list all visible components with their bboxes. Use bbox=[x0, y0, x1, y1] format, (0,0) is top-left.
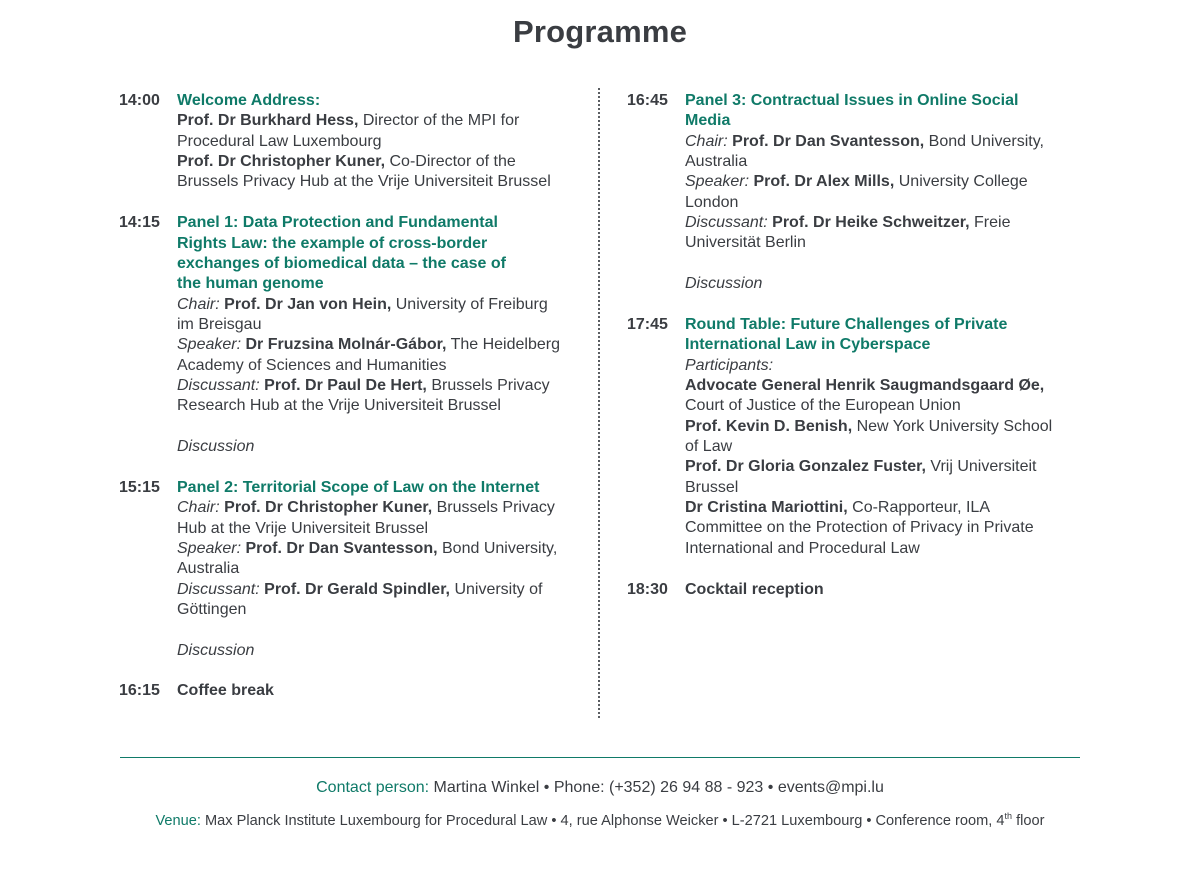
venue-text: Max Planck Institute Luxembourg for Procedural Law • 4, rue Alphonse Weicker • L-2721 Luxembourg • Conference room, 4 bbox=[205, 813, 1005, 829]
person-line bbox=[685, 417, 1087, 437]
affiliation: Research Hub at the Vrije Universiteit Brussel bbox=[177, 397, 501, 415]
session-title: Panel 1: Data Protection and Fundamental bbox=[177, 214, 498, 232]
session-title: Welcome Address: bbox=[177, 92, 321, 109]
venue-label: Venue: bbox=[155, 813, 201, 829]
person-name: Dr Cristina Mariottini, bbox=[685, 499, 848, 517]
session-content bbox=[685, 580, 1087, 600]
left-column bbox=[119, 91, 584, 722]
affiliation: University of Freiburg bbox=[395, 295, 548, 313]
person-name: Prof. Dr Alex Mills, bbox=[753, 173, 895, 191]
person-name: Prof. Dr Gloria Gonzalez Fuster, bbox=[685, 458, 926, 476]
affiliation: Brussel bbox=[685, 478, 739, 496]
session-content bbox=[177, 478, 584, 661]
person-name: Prof. Dr Gerald Spindler, bbox=[264, 580, 450, 598]
affiliation: Director of the MPI for bbox=[362, 112, 520, 130]
participants-label: Participants: bbox=[685, 356, 774, 374]
session-title: the human genome bbox=[177, 275, 324, 293]
session-panel-1 bbox=[119, 213, 584, 457]
affiliation: New York University School bbox=[856, 417, 1053, 435]
venue-tail: floor bbox=[1016, 813, 1045, 829]
spacer bbox=[685, 254, 1087, 274]
affiliation: Freie bbox=[974, 214, 1011, 232]
session-title: International Law in Cyberspace bbox=[685, 336, 931, 354]
session-time: 16:45 bbox=[627, 92, 668, 109]
discussant-line bbox=[177, 580, 584, 600]
affiliation: University of bbox=[454, 580, 543, 598]
discussant-line bbox=[685, 213, 1087, 233]
chair-line bbox=[177, 498, 584, 518]
affiliation: Court of Justice of the European Union bbox=[685, 397, 961, 415]
session-time: 15:15 bbox=[119, 478, 160, 496]
affiliation: of Law bbox=[685, 438, 733, 455]
session-content bbox=[177, 91, 584, 193]
session-title: Media bbox=[685, 112, 731, 130]
session-title: Round Table: Future Challenges of Private bbox=[685, 315, 1008, 333]
session-title: exchanges of biomedical data – the case of bbox=[177, 254, 506, 272]
person-line bbox=[685, 457, 1087, 477]
role-label: Discussant: bbox=[177, 376, 260, 394]
role-label: Speaker: bbox=[685, 173, 750, 191]
contact-label: Contact person: bbox=[316, 779, 430, 796]
person-name: Prof. Dr Jan von Hein, bbox=[224, 295, 392, 313]
person-name: Prof. Kevin D. Benish, bbox=[685, 417, 853, 435]
session-title: Panel 3: Contractual Issues in Online Social bbox=[685, 92, 1019, 109]
person-name: Advocate General Henrik Saugmandsgaard Øe, bbox=[685, 376, 1045, 394]
affiliation: im Breisgau bbox=[177, 315, 262, 333]
role-label: Chair: bbox=[177, 295, 220, 313]
session-welcome bbox=[119, 91, 584, 193]
venue-superscript: th bbox=[1004, 811, 1013, 822]
person-name: Prof. Dr Burkhard Hess, bbox=[177, 112, 359, 130]
speaker-line bbox=[177, 539, 584, 559]
person-name: Prof. Dr Christopher Kuner, bbox=[177, 153, 386, 171]
role-label: Chair: bbox=[685, 132, 728, 150]
session-time: 18:30 bbox=[627, 580, 668, 598]
session-coffee-break bbox=[119, 681, 584, 701]
session-cocktail bbox=[627, 580, 1087, 600]
affiliation: Göttingen bbox=[177, 600, 247, 618]
discussion-label: Discussion bbox=[177, 438, 255, 455]
chair-line bbox=[177, 295, 584, 315]
session-content bbox=[177, 681, 584, 701]
session-title: Cocktail reception bbox=[685, 580, 824, 598]
venue-line bbox=[0, 813, 1200, 829]
affiliation: Australia bbox=[177, 560, 240, 578]
affiliation: International and Procedural Law bbox=[685, 539, 920, 557]
affiliation: Universität Berlin bbox=[685, 234, 806, 252]
session-time: 14:15 bbox=[119, 214, 160, 232]
session-time: 16:15 bbox=[119, 682, 160, 700]
affiliation: London bbox=[685, 193, 739, 211]
session-round-table bbox=[627, 315, 1087, 559]
person-name: Prof. Dr Dan Svantesson, bbox=[245, 539, 438, 557]
session-content bbox=[177, 213, 584, 457]
session-title: Rights Law: the example of cross-border bbox=[177, 234, 488, 252]
column-divider bbox=[598, 88, 600, 718]
role-label: Discussant: bbox=[685, 214, 768, 232]
affiliation: Brussels Privacy bbox=[436, 499, 555, 517]
affiliation: Hub at the Vrije Universiteit Brussel bbox=[177, 519, 429, 537]
affiliation: Australia bbox=[685, 153, 748, 171]
person-name: Dr Fruzsina Molnár-Gábor, bbox=[245, 336, 447, 354]
role-label: Discussant: bbox=[177, 580, 260, 598]
person-line bbox=[177, 152, 584, 172]
session-panel-2 bbox=[119, 478, 584, 661]
affiliation: Co-Rapporteur, ILA bbox=[852, 499, 990, 517]
affiliation: Bond University, bbox=[928, 132, 1044, 150]
session-content bbox=[685, 91, 1087, 294]
session-content bbox=[685, 315, 1087, 559]
person-name: Prof. Dr Christopher Kuner, bbox=[224, 499, 433, 517]
session-title: Panel 2: Territorial Scope of Law on the Internet bbox=[177, 478, 540, 496]
right-column bbox=[627, 91, 1087, 620]
footer-rule bbox=[120, 757, 1080, 758]
chair-line bbox=[685, 132, 1087, 152]
affiliation: Brussels Privacy bbox=[431, 376, 550, 394]
spacer bbox=[177, 620, 584, 640]
person-line bbox=[685, 498, 1087, 518]
session-time: 17:45 bbox=[627, 315, 668, 333]
affiliation: University College bbox=[898, 173, 1028, 191]
person-name: Prof. Dr Paul De Hert, bbox=[264, 376, 427, 394]
page-title: Programme bbox=[512, 14, 688, 49]
affiliation: Co-Director of the bbox=[389, 153, 516, 171]
affiliation: Academy of Sciences and Humanities bbox=[177, 356, 447, 374]
discussion-label: Discussion bbox=[177, 641, 255, 659]
discussion-label: Discussion bbox=[685, 275, 763, 293]
person-line bbox=[177, 111, 584, 131]
affiliation: Procedural Law Luxembourg bbox=[177, 132, 382, 150]
speaker-line bbox=[685, 172, 1087, 192]
affiliation: Vrij Universiteit bbox=[930, 458, 1037, 476]
contact-line bbox=[0, 779, 1200, 797]
affiliation: The Heidelberg bbox=[450, 336, 560, 354]
person-name: Prof. Dr Dan Svantesson, bbox=[732, 132, 925, 150]
speaker-line bbox=[177, 335, 584, 355]
role-label: Chair: bbox=[177, 499, 220, 517]
contact-text: Martina Winkel • Phone: (+352) 26 94 88 - 923 • events@mpi.lu bbox=[433, 779, 884, 796]
person-name: Prof. Dr Heike Schweitzer, bbox=[772, 214, 970, 232]
role-label: Speaker: bbox=[177, 336, 242, 354]
discussant-line bbox=[177, 376, 584, 396]
affiliation: Bond University, bbox=[442, 539, 558, 557]
session-panel-3 bbox=[627, 91, 1087, 294]
affiliation: Brussels Privacy Hub at the Vrije Universiteit Brussel bbox=[177, 173, 551, 191]
role-label: Speaker: bbox=[177, 539, 242, 557]
session-time: 14:00 bbox=[119, 92, 160, 109]
spacer bbox=[177, 417, 584, 437]
affiliation: Committee on the Protection of Privacy in Private bbox=[685, 519, 1034, 537]
session-title: Coffee break bbox=[177, 682, 274, 700]
